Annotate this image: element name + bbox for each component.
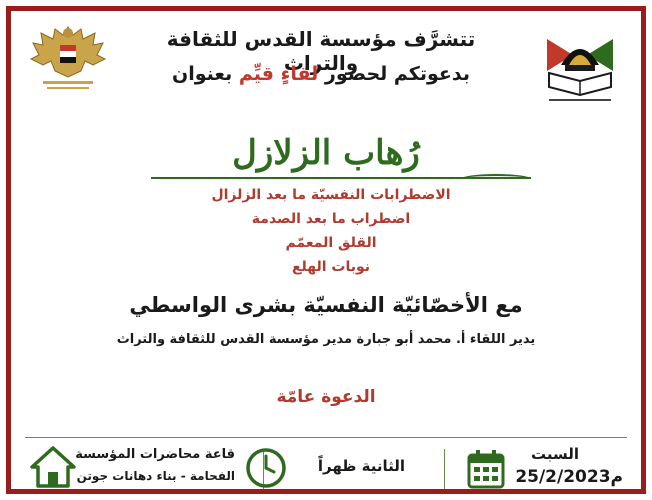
lecture-title: رُهاب الزلازل (232, 133, 420, 173)
header-line-2 (141, 63, 501, 85)
eagle-emblem-icon (29, 21, 107, 95)
header-line-2-suffix: بعنوان (172, 63, 233, 85)
topic-item: القلق المعمّم (285, 235, 377, 251)
footer-date (461, 443, 631, 493)
footer-location-line-1: قاعة محاضرات المؤسسة (75, 447, 235, 462)
clock-icon (245, 447, 287, 489)
footer-time (239, 443, 409, 493)
calendar-icon (467, 449, 505, 489)
al-quds-foundation-logo-icon (539, 25, 621, 107)
footer-day: السبت (530, 445, 579, 463)
topic-item: نوبات الهلع (291, 259, 371, 275)
header-line-1: تتشرَّف مؤسسة القدس للثقافة والتراث (166, 27, 476, 75)
card-content (11, 11, 641, 489)
topic-item: الاضطرابات النفسيّة ما بعد الزلزال (211, 187, 451, 203)
footer-date-value: 25/2/2023م (515, 467, 623, 487)
invitation-card (6, 6, 646, 494)
header-line-2-accent: لقاءٍ قيِّم (238, 63, 319, 85)
title-divider (151, 177, 531, 179)
public-invite: الدعوة عامّة (276, 387, 376, 407)
header-line-2-prefix: بدعوتكم لحضور (324, 63, 470, 85)
presenter-line: مع الأخصّائيّة النفسيّة بشرى الواسطي (129, 293, 523, 317)
footer-location-line-2: الفحامة - بناء دهانات جوتن (76, 469, 235, 483)
footer-divider (25, 437, 627, 438)
footer-location (29, 443, 239, 493)
topics-list (181, 183, 481, 279)
footer-separator (444, 449, 445, 491)
footer-time-value: الثانية ظهراً (317, 457, 405, 475)
home-icon (29, 445, 77, 489)
moderator-line: يدير اللقاء أ. محمد أبو جبارة مدير مؤسسة القدس للثقافة والتراث (116, 332, 536, 347)
topic-item: اضطراب ما بعد الصدمة (251, 211, 411, 227)
